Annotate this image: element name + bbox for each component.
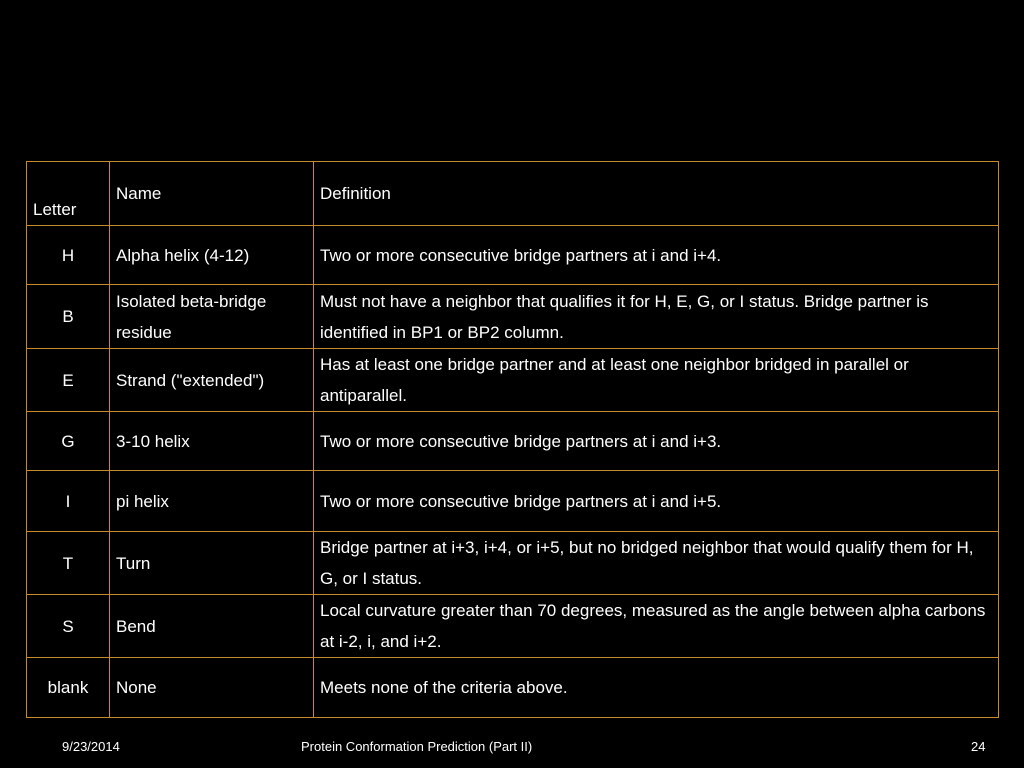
cell-definition: Local curvature greater than 70 degrees, measured as the angle between alpha carbons at i-2, i, and i+2. — [314, 595, 999, 658]
cell-letter: T — [27, 532, 110, 595]
cell-letter: G — [27, 412, 110, 471]
footer-title: Protein Conformation Prediction (Part II) — [301, 739, 533, 754]
cell-name: Isolated beta-bridge residue — [110, 285, 314, 349]
table-row — [27, 226, 999, 285]
cell-definition: Two or more consecutive bridge partners at i and i+3. — [314, 412, 999, 471]
cell-name: Strand ("extended") — [110, 349, 314, 412]
cell-name: None — [110, 658, 314, 718]
cell-name: pi helix — [110, 471, 314, 532]
cell-letter: H — [27, 226, 110, 285]
cell-letter: blank — [27, 658, 110, 718]
header-name: Name — [110, 162, 314, 226]
table-row — [27, 658, 999, 718]
cell-definition: Has at least one bridge partner and at least one neighbor bridged in parallel or antiparallel. — [314, 349, 999, 412]
cell-letter: E — [27, 349, 110, 412]
table-header-row — [27, 162, 999, 226]
cell-letter: B — [27, 285, 110, 349]
header-letter: Letter — [27, 162, 110, 226]
cell-definition: Two or more consecutive bridge partners at i and i+4. — [314, 226, 999, 285]
cell-name: Turn — [110, 532, 314, 595]
cell-letter: S — [27, 595, 110, 658]
header-definition: Definition — [314, 162, 999, 226]
table-row — [27, 412, 999, 471]
cell-name: 3-10 helix — [110, 412, 314, 471]
dssp-code-table — [26, 161, 999, 718]
table-row — [27, 349, 999, 412]
table-row — [27, 285, 999, 349]
cell-definition: Must not have a neighbor that qualifies it for H, E, G, or I status. Bridge partner is identified in BP1 or BP2 column. — [314, 285, 999, 349]
footer-page-number: 24 — [971, 739, 986, 754]
cell-definition: Two or more consecutive bridge partners at i and i+5. — [314, 471, 999, 532]
table-row — [27, 532, 999, 595]
footer-date: 9/23/2014 — [62, 739, 120, 754]
cell-name: Bend — [110, 595, 314, 658]
table-row — [27, 595, 999, 658]
table-row — [27, 471, 999, 532]
cell-definition: Meets none of the criteria above. — [314, 658, 999, 718]
cell-definition: Bridge partner at i+3, i+4, or i+5, but no bridged neighbor that would qualify them for H, G, or I status. — [314, 532, 999, 595]
cell-letter: I — [27, 471, 110, 532]
cell-name: Alpha helix (4-12) — [110, 226, 314, 285]
